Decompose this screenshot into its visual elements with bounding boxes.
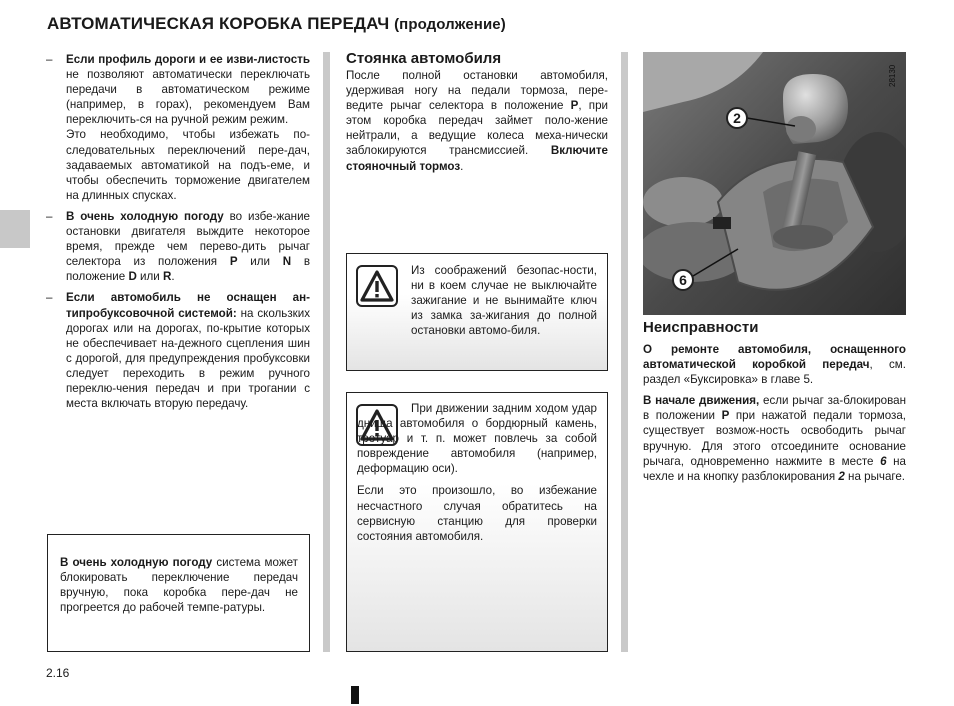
bullet-bold: В очень холодную погоду: [66, 209, 224, 223]
bullet-cold-weather: [46, 209, 310, 284]
warning-box-ignition: [346, 253, 608, 371]
column-3: [643, 319, 906, 484]
bullet-dash: –: [46, 291, 53, 305]
faults-paragraph-2: [643, 393, 906, 484]
callout-6: 6: [672, 269, 694, 291]
bullet-text: [66, 52, 310, 127]
ref-6: 6: [880, 454, 887, 468]
chapter-tab: [0, 210, 30, 248]
faults-text: на чехле и на кнопку разблокирования: [643, 454, 906, 483]
bullet-bold: Если профиль дороги и ее изви-листость: [66, 53, 310, 66]
column-separator-1: [323, 52, 330, 652]
note-bold: В очень холодную погоду: [60, 556, 213, 569]
page-number: 2.16: [46, 666, 70, 680]
section-heading-faults: Неисправности: [643, 319, 759, 336]
gear-p: P: [229, 255, 238, 269]
bullet-text: [66, 290, 310, 411]
gear-r: R: [162, 270, 172, 284]
parking-text: После полной остановки автомобиля, удерживая ногу на педали тормоза, пере-ведите рычаг селектора в положение: [346, 69, 608, 113]
page-title-main: АВТОМАТИЧЕСКАЯ КОРОБКА ПЕРЕДАЧ: [47, 14, 390, 33]
faults-text: , см. раздел «Буксировка» в главе 5.: [643, 358, 906, 387]
gear-p: P: [570, 99, 579, 113]
gear-n: N: [282, 255, 292, 269]
parking-paragraph: [346, 68, 608, 174]
page-title-sub: (продолжение): [394, 16, 506, 33]
bullet-road-profile: [46, 52, 310, 203]
bullet-body: .: [171, 270, 175, 284]
faults-text: при нажатой педали тормоза, существует возмож-ность освободить рычаг вручную. Для этого отсоедините основание рычага, одновременно нажмите в месте: [643, 409, 906, 468]
page-title: [47, 14, 506, 34]
warning-box-reverse: [346, 392, 608, 652]
section-heading-parking: Стоянка автомобиля: [346, 50, 502, 67]
bullet-body: не позволяют автоматически переключать передачи в автоматическом режиме (например, в горах), рекомендуем Вам переключить-ся на ручной режим режим.: [66, 68, 310, 127]
bullet-body: на скользких дорогах или на дорогах, по-крытие которых не обеспечивает на-дежного сцепления шин с дорогой, для предупреждения пробуксовки следует переходить в режим ручного переклю-чения передач и при трогании с места включать вторую передачу.: [66, 306, 310, 411]
faults-text: если рычаг за-блокирован в положении: [643, 394, 907, 423]
bullet-extra: Это необходимо, чтобы избежать по-следовательных переключений пере-дач, задаваемых автоматикой на подъ-еме, и чтобы обеспечить торможение двигателем на длинных спусках.: [66, 128, 310, 202]
column-1: [46, 52, 310, 417]
bullet-body: или: [136, 270, 163, 284]
parking-text: , при этом коробка передач займет поло-жение нейтрали, а ведущие колеса меха-нически заблокируются трансмиссией.: [346, 99, 608, 158]
ref-2: 2: [838, 469, 845, 483]
photo-code: 28130: [888, 64, 897, 87]
gear-d: D: [128, 270, 137, 284]
warning-text: [357, 263, 597, 338]
bottom-marker: [351, 686, 359, 704]
bullet-body: или: [237, 255, 283, 269]
gear-p: P: [721, 409, 730, 423]
bullet-bold: Если автомобиль не оснащен ан-типробуксовочной системой:: [66, 291, 310, 320]
callout-2: 2: [726, 107, 748, 129]
column-2: [346, 50, 608, 174]
bullet-body: во избе-жание остановки двигателя выждите некоторое время, прежде чем перево-дить рычаг селектора из положения: [66, 209, 310, 269]
parking-brake-instruction: Включите стояночный тормоз: [346, 144, 608, 173]
warning-text-service: Если это произошло, во избежание несчастного случая обратитесь на сервисную станцию для проверки состояния автомобиля.: [357, 484, 597, 543]
note-text: система может блокировать переключение передач вручную, пока коробка пере-дач не прогреется до рабочей темпе-ратуры.: [60, 556, 298, 615]
faults-bold: О ремонте автомобиля, оснащенного автоматической коробкой передач: [643, 343, 906, 372]
column-separator-2: [621, 52, 628, 652]
parking-text: .: [460, 159, 464, 173]
warning-text-reverse: При движении задним ходом удар днища автомобиля о бордюрный камень, тротуар и т. п. может повлечь за собой повреждение автомобиля (например, деформацию оси).: [357, 402, 597, 476]
cold-weather-note: [47, 534, 310, 652]
faults-bold: В начале движения,: [643, 394, 760, 408]
faults-text: на рычаге.: [844, 469, 906, 483]
bullet-body: в положение: [66, 255, 310, 284]
gear-selector-photo: [643, 52, 906, 315]
warning-text: [357, 401, 597, 544]
faults-paragraph-1: [643, 342, 906, 387]
bullet-text: [66, 209, 310, 284]
warning-text-ignition: Из соображений безопас-ности, ни в коем случае не выключайте зажигание и не вынимайте ключ из замка за-жигания до полной остановки автомо-биля.: [411, 264, 597, 338]
bullet-dash: –: [46, 209, 53, 223]
bullet-dash: –: [46, 53, 53, 66]
bullet-no-traction-control: [46, 290, 310, 411]
